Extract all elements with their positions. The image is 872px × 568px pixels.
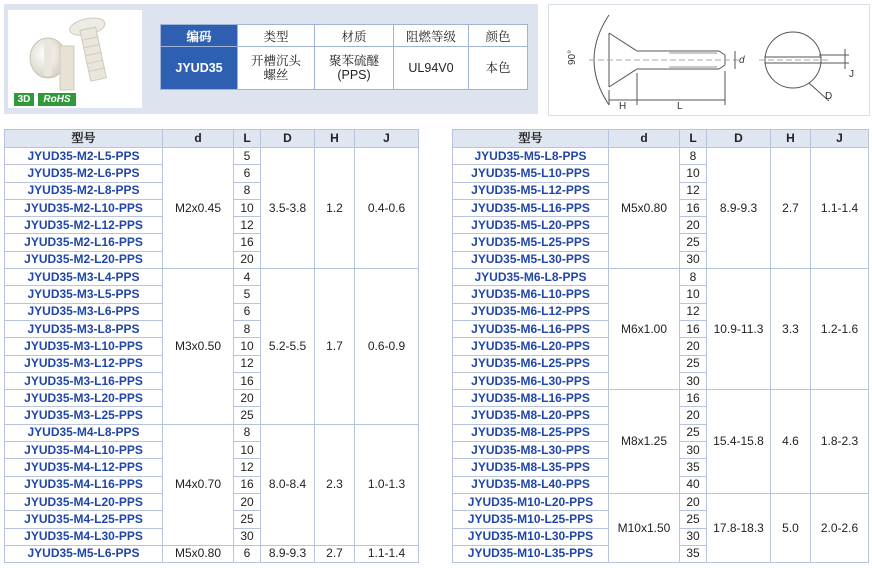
- d-value-cell: 10.9-11.3: [707, 269, 771, 390]
- length-cell: 10: [680, 286, 707, 303]
- drawing-label-j: J: [849, 69, 854, 80]
- drawing-label-h: H: [619, 101, 627, 112]
- length-cell: 30: [234, 528, 261, 545]
- model-cell: JYUD35-M8-L25-PPS: [453, 424, 609, 441]
- model-cell: JYUD35-M8-L30-PPS: [453, 442, 609, 459]
- d-value-cell: 5.2-5.5: [261, 269, 315, 425]
- length-cell: 25: [680, 424, 707, 441]
- thread-cell: M6x1.00: [609, 269, 680, 390]
- model-cell: JYUD35-M10-L25-PPS: [453, 511, 609, 528]
- model-cell: JYUD35-M3-L8-PPS: [5, 320, 163, 337]
- j-value-cell: 1.1-1.4: [355, 545, 419, 562]
- length-cell: 4: [234, 269, 261, 286]
- drawing-label-d: d: [739, 55, 745, 66]
- model-cell: JYUD35-M5-L30-PPS: [453, 251, 609, 268]
- length-cell: 6: [234, 545, 261, 562]
- header-h: H: [315, 130, 355, 148]
- model-cell: JYUD35-M5-L6-PPS: [5, 545, 163, 562]
- header-h: H: [771, 130, 811, 148]
- model-cell: JYUD35-M6-L20-PPS: [453, 338, 609, 355]
- length-cell: 20: [234, 390, 261, 407]
- header-j: J: [355, 130, 419, 148]
- j-value-cell: 2.0-2.6: [811, 493, 869, 562]
- length-cell: 10: [234, 199, 261, 216]
- j-value-cell: 1.0-1.3: [355, 424, 419, 545]
- length-cell: 16: [234, 234, 261, 251]
- header-big-d: D: [707, 130, 771, 148]
- table-row: [453, 269, 869, 286]
- length-cell: 10: [680, 165, 707, 182]
- j-value-cell: 0.6-0.9: [355, 269, 419, 425]
- info-value-code: JYUD35: [161, 47, 238, 90]
- h-value-cell: 3.3: [771, 269, 811, 390]
- j-value-cell: 0.4-0.6: [355, 148, 419, 269]
- h-value-cell: 1.2: [315, 148, 355, 269]
- h-value-cell: 2.7: [771, 148, 811, 269]
- model-cell: JYUD35-M10-L30-PPS: [453, 528, 609, 545]
- model-cell: JYUD35-M10-L20-PPS: [453, 493, 609, 510]
- length-cell: 8: [680, 148, 707, 165]
- left-spec-table: [4, 129, 419, 563]
- length-cell: 10: [234, 338, 261, 355]
- length-cell: 16: [234, 476, 261, 493]
- j-value-cell: 1.2-1.6: [811, 269, 869, 390]
- length-cell: 20: [680, 407, 707, 424]
- length-cell: 25: [234, 511, 261, 528]
- model-cell: JYUD35-M5-L8-PPS: [453, 148, 609, 165]
- info-header-color: 颜色: [469, 25, 528, 47]
- length-cell: 12: [234, 355, 261, 372]
- h-value-cell: 2.7: [315, 545, 355, 562]
- d-value-cell: 17.8-18.3: [707, 493, 771, 562]
- length-cell: 16: [680, 390, 707, 407]
- info-value-color: 本色: [469, 47, 528, 90]
- angle-label: 90°: [567, 49, 578, 65]
- model-cell: JYUD35-M3-L16-PPS: [5, 372, 163, 389]
- d-value-cell: 15.4-15.8: [707, 390, 771, 494]
- model-cell: JYUD35-M6-L12-PPS: [453, 303, 609, 320]
- drawing-label-big-d: D: [825, 91, 833, 102]
- j-value-cell: 1.8-2.3: [811, 390, 869, 494]
- header-d: d: [609, 130, 680, 148]
- j-value-cell: 1.1-1.4: [811, 148, 869, 269]
- length-cell: 12: [234, 217, 261, 234]
- model-cell: JYUD35-M3-L10-PPS: [5, 338, 163, 355]
- model-cell: JYUD35-M8-L16-PPS: [453, 390, 609, 407]
- length-cell: 20: [680, 217, 707, 234]
- length-cell: 12: [234, 459, 261, 476]
- table-row: [453, 148, 869, 165]
- model-cell: JYUD35-M6-L16-PPS: [453, 320, 609, 337]
- length-cell: 20: [234, 493, 261, 510]
- length-cell: 30: [680, 372, 707, 389]
- length-cell: 8: [234, 424, 261, 441]
- model-cell: JYUD35-M4-L8-PPS: [5, 424, 163, 441]
- thread-cell: M5x0.80: [163, 545, 234, 562]
- model-cell: JYUD35-M8-L40-PPS: [453, 476, 609, 493]
- h-value-cell: 4.6: [771, 390, 811, 494]
- h-value-cell: 2.3: [315, 424, 355, 545]
- model-cell: JYUD35-M5-L12-PPS: [453, 182, 609, 199]
- h-value-cell: 5.0: [771, 493, 811, 562]
- length-cell: 25: [680, 355, 707, 372]
- length-cell: 25: [680, 511, 707, 528]
- model-cell: JYUD35-M8-L20-PPS: [453, 407, 609, 424]
- model-cell: JYUD35-M3-L6-PPS: [5, 303, 163, 320]
- thread-cell: M8x1.25: [609, 390, 680, 494]
- rohs-badge: RoHS: [38, 93, 76, 106]
- model-cell: JYUD35-M2-L6-PPS: [5, 165, 163, 182]
- thread-cell: M4x0.70: [163, 424, 234, 545]
- model-cell: JYUD35-M6-L8-PPS: [453, 269, 609, 286]
- length-cell: 40: [680, 476, 707, 493]
- model-cell: JYUD35-M3-L25-PPS: [5, 407, 163, 424]
- h-value-cell: 1.7: [315, 269, 355, 425]
- d-value-cell: 3.5-3.8: [261, 148, 315, 269]
- model-cell: JYUD35-M10-L35-PPS: [453, 545, 609, 562]
- length-cell: 16: [234, 372, 261, 389]
- model-cell: JYUD35-M4-L12-PPS: [5, 459, 163, 476]
- length-cell: 16: [680, 199, 707, 216]
- table-row: [5, 269, 419, 286]
- model-cell: JYUD35-M3-L4-PPS: [5, 269, 163, 286]
- model-cell: JYUD35-M8-L35-PPS: [453, 459, 609, 476]
- table-row: [5, 424, 419, 441]
- model-cell: JYUD35-M5-L16-PPS: [453, 199, 609, 216]
- length-cell: 5: [234, 286, 261, 303]
- thread-cell: M2x0.45: [163, 148, 234, 269]
- drawing-label-l: L: [677, 101, 683, 112]
- length-cell: 12: [680, 182, 707, 199]
- info-header-material: 材质: [315, 25, 394, 47]
- table-row: [453, 493, 869, 510]
- header-l: L: [234, 130, 261, 148]
- length-cell: 8: [234, 182, 261, 199]
- table-row: [453, 390, 869, 407]
- length-cell: 20: [234, 251, 261, 268]
- 3d-badge: 3D: [14, 93, 34, 106]
- model-cell: JYUD35-M6-L25-PPS: [453, 355, 609, 372]
- model-cell: JYUD35-M5-L20-PPS: [453, 217, 609, 234]
- length-cell: 30: [680, 528, 707, 545]
- thread-cell: M3x0.50: [163, 269, 234, 425]
- model-cell: JYUD35-M4-L20-PPS: [5, 493, 163, 510]
- header-model: 型号: [5, 130, 163, 148]
- right-table-header: [453, 130, 869, 148]
- screw-drawing: [549, 5, 869, 115]
- d-value-cell: 8.9-9.3: [707, 148, 771, 269]
- header-j: J: [811, 130, 869, 148]
- length-cell: 25: [234, 407, 261, 424]
- d-value-cell: 8.0-8.4: [261, 424, 315, 545]
- length-cell: 20: [680, 338, 707, 355]
- model-cell: JYUD35-M5-L10-PPS: [453, 165, 609, 182]
- model-cell: JYUD35-M4-L10-PPS: [5, 442, 163, 459]
- length-cell: 16: [680, 320, 707, 337]
- info-header-type: 类型: [238, 25, 315, 47]
- left-table-header: [5, 130, 419, 148]
- model-cell: JYUD35-M6-L10-PPS: [453, 286, 609, 303]
- model-cell: JYUD35-M3-L5-PPS: [5, 286, 163, 303]
- length-cell: 10: [234, 442, 261, 459]
- info-header-code: 编码: [161, 25, 238, 47]
- model-cell: JYUD35-M2-L20-PPS: [5, 251, 163, 268]
- length-cell: 35: [680, 545, 707, 562]
- header-big-d: D: [261, 130, 315, 148]
- model-cell: JYUD35-M3-L20-PPS: [5, 390, 163, 407]
- model-cell: JYUD35-M2-L10-PPS: [5, 199, 163, 216]
- model-cell: JYUD35-M4-L25-PPS: [5, 511, 163, 528]
- thread-cell: M10x1.50: [609, 493, 680, 562]
- model-cell: JYUD35-M2-L8-PPS: [5, 182, 163, 199]
- right-spec-table: [452, 129, 869, 563]
- length-cell: 6: [234, 165, 261, 182]
- length-cell: 5: [234, 148, 261, 165]
- model-cell: JYUD35-M2-L16-PPS: [5, 234, 163, 251]
- thread-cell: M5x0.80: [609, 148, 680, 269]
- model-cell: JYUD35-M2-L5-PPS: [5, 148, 163, 165]
- length-cell: 35: [680, 459, 707, 476]
- info-value-material: 聚苯硫醚 (PPS): [315, 47, 394, 90]
- length-cell: 12: [680, 303, 707, 320]
- technical-drawing: [548, 4, 870, 116]
- model-cell: JYUD35-M2-L12-PPS: [5, 217, 163, 234]
- model-cell: JYUD35-M4-L30-PPS: [5, 528, 163, 545]
- info-header-flame: 阻燃等级: [394, 25, 469, 47]
- info-table: [160, 24, 528, 90]
- model-cell: JYUD35-M6-L30-PPS: [453, 372, 609, 389]
- length-cell: 30: [680, 251, 707, 268]
- length-cell: 8: [680, 269, 707, 286]
- model-cell: JYUD35-M4-L16-PPS: [5, 476, 163, 493]
- length-cell: 20: [680, 493, 707, 510]
- info-value-type: 开槽沉头 螺丝: [238, 47, 315, 90]
- header-model: 型号: [453, 130, 609, 148]
- length-cell: 30: [680, 442, 707, 459]
- length-cell: 8: [234, 320, 261, 337]
- length-cell: 6: [234, 303, 261, 320]
- length-cell: 25: [680, 234, 707, 251]
- header-l: L: [680, 130, 707, 148]
- header-d: d: [163, 130, 234, 148]
- table-row: [5, 545, 419, 562]
- model-cell: JYUD35-M3-L12-PPS: [5, 355, 163, 372]
- info-value-flame: UL94V0: [394, 47, 469, 90]
- d-value-cell: 8.9-9.3: [261, 545, 315, 562]
- model-cell: JYUD35-M5-L25-PPS: [453, 234, 609, 251]
- table-row: [5, 148, 419, 165]
